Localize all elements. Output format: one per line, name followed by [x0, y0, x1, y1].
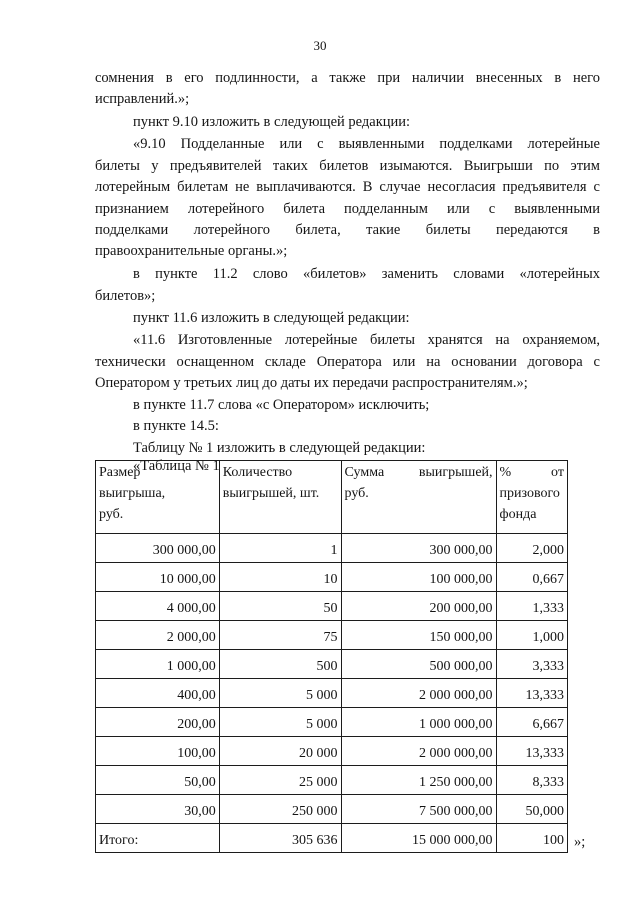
cell-percent: 6,667 — [496, 708, 567, 737]
total-sum: 15 000 000,00 — [341, 824, 496, 853]
paragraph-line: пункт 9.10 изложить в следующей редакции: — [133, 114, 411, 130]
cell-percent: 2,000 — [496, 534, 567, 563]
paragraph-line: технически оснащенном складе Оператора или на основании договора с — [95, 354, 600, 370]
cell-prize: 10 000,00 — [96, 563, 220, 592]
table-row — [96, 795, 568, 824]
cell-count: 25 000 — [219, 766, 341, 795]
table-caption: «Таблица № 1 — [133, 458, 220, 474]
cell-prize: 30,00 — [96, 795, 220, 824]
cell-percent: 8,333 — [496, 766, 567, 795]
table-row — [96, 621, 568, 650]
cell-sum: 500 000,00 — [341, 650, 496, 679]
cell-sum: 7 500 000,00 — [341, 795, 496, 824]
cell-prize: 50,00 — [96, 766, 220, 795]
cell-prize: 400,00 — [96, 679, 220, 708]
paragraph-line: билетов»; — [95, 288, 156, 304]
cell-sum: 100 000,00 — [341, 563, 496, 592]
cell-count: 75 — [219, 621, 341, 650]
cell-percent: 50,000 — [496, 795, 567, 824]
cell-percent: 13,333 — [496, 737, 567, 766]
cell-prize: 200,00 — [96, 708, 220, 737]
table-row — [96, 766, 568, 795]
paragraph-line: пункт 11.6 изложить в следующей редакции: — [133, 310, 410, 326]
table-row — [96, 679, 568, 708]
closing-quote: »; — [574, 834, 586, 850]
total-count: 305 636 — [219, 824, 341, 853]
cell-sum: 2 000 000,00 — [341, 679, 496, 708]
cell-count: 5 000 — [219, 708, 341, 737]
paragraph-line: правоохранительные органы.»; — [95, 243, 288, 259]
cell-sum: 1 250 000,00 — [341, 766, 496, 795]
table-row — [96, 534, 568, 563]
cell-count: 1 — [219, 534, 341, 563]
paragraph-line: в пункте 11.7 слова «с Оператором» исключить; — [133, 397, 430, 413]
table-row — [96, 650, 568, 679]
paragraph-line: в пункте 11.2 слово «билетов» заменить словами «лотерейных — [133, 266, 600, 282]
total-percent: 100 — [496, 824, 567, 853]
prize-table — [95, 460, 568, 853]
cell-prize: 4 000,00 — [96, 592, 220, 621]
header-cell-percent: % от призового фонда — [496, 461, 567, 534]
paragraph-line: «11.6 Изготовленные лотерейные билеты хранятся на охраняемом, — [133, 332, 600, 348]
cell-sum: 200 000,00 — [341, 592, 496, 621]
paragraph-line: Таблицу № 1 изложить в следующей редакции: — [133, 440, 426, 456]
paragraph-line: «9.10 Подделанные или с выявленными подделками лотерейные — [133, 136, 600, 152]
header-cell-sum: Сумма выигрышей, руб. — [341, 461, 496, 534]
header-cell-count: Количество выигрышей, шт. — [219, 461, 341, 534]
cell-count: 250 000 — [219, 795, 341, 824]
cell-sum: 300 000,00 — [341, 534, 496, 563]
cell-count: 5 000 — [219, 679, 341, 708]
header-cell-prize-size: Размер выигрыша, руб. — [96, 461, 220, 534]
cell-sum: 2 000 000,00 — [341, 737, 496, 766]
cell-percent: 0,667 — [496, 563, 567, 592]
cell-prize: 2 000,00 — [96, 621, 220, 650]
page-number: 30 — [313, 38, 327, 53]
cell-prize: 300 000,00 — [96, 534, 220, 563]
table-total-row — [96, 824, 568, 853]
cell-percent: 1,333 — [496, 592, 567, 621]
paragraph-line: билеты у предъявителей таких билетов изымаются. Выигрыши по этим — [95, 158, 600, 174]
paragraph-line: исправлений.»; — [95, 91, 190, 107]
cell-percent: 13,333 — [496, 679, 567, 708]
cell-prize: 100,00 — [96, 737, 220, 766]
cell-count: 50 — [219, 592, 341, 621]
table-row — [96, 708, 568, 737]
table-row — [96, 737, 568, 766]
table-row — [96, 592, 568, 621]
cell-prize: 1 000,00 — [96, 650, 220, 679]
paragraph-line: лотерейным билетам не выплачиваются. В случае несогласия предъявителя с — [95, 179, 600, 195]
table-row — [96, 563, 568, 592]
paragraph-line: сомнения в его подлинности, а также при наличии внесенных в него — [95, 70, 600, 86]
paragraph-line: Оператором у третьих лиц до даты их передачи распространителям.»; — [95, 375, 528, 391]
cell-count: 10 — [219, 563, 341, 592]
cell-percent: 1,000 — [496, 621, 567, 650]
cell-sum: 150 000,00 — [341, 621, 496, 650]
cell-count: 500 — [219, 650, 341, 679]
paragraph-line: признанием лотерейного билета подделанным или с выявленными — [95, 201, 600, 217]
paragraph-line: в пункте 14.5: — [133, 418, 219, 434]
cell-count: 20 000 — [219, 737, 341, 766]
total-label: Итого: — [96, 824, 220, 853]
cell-sum: 1 000 000,00 — [341, 708, 496, 737]
table-header-row — [96, 461, 568, 534]
cell-percent: 3,333 — [496, 650, 567, 679]
paragraph-line: подделками лотерейного билета, такие билеты передаются в — [95, 222, 600, 238]
